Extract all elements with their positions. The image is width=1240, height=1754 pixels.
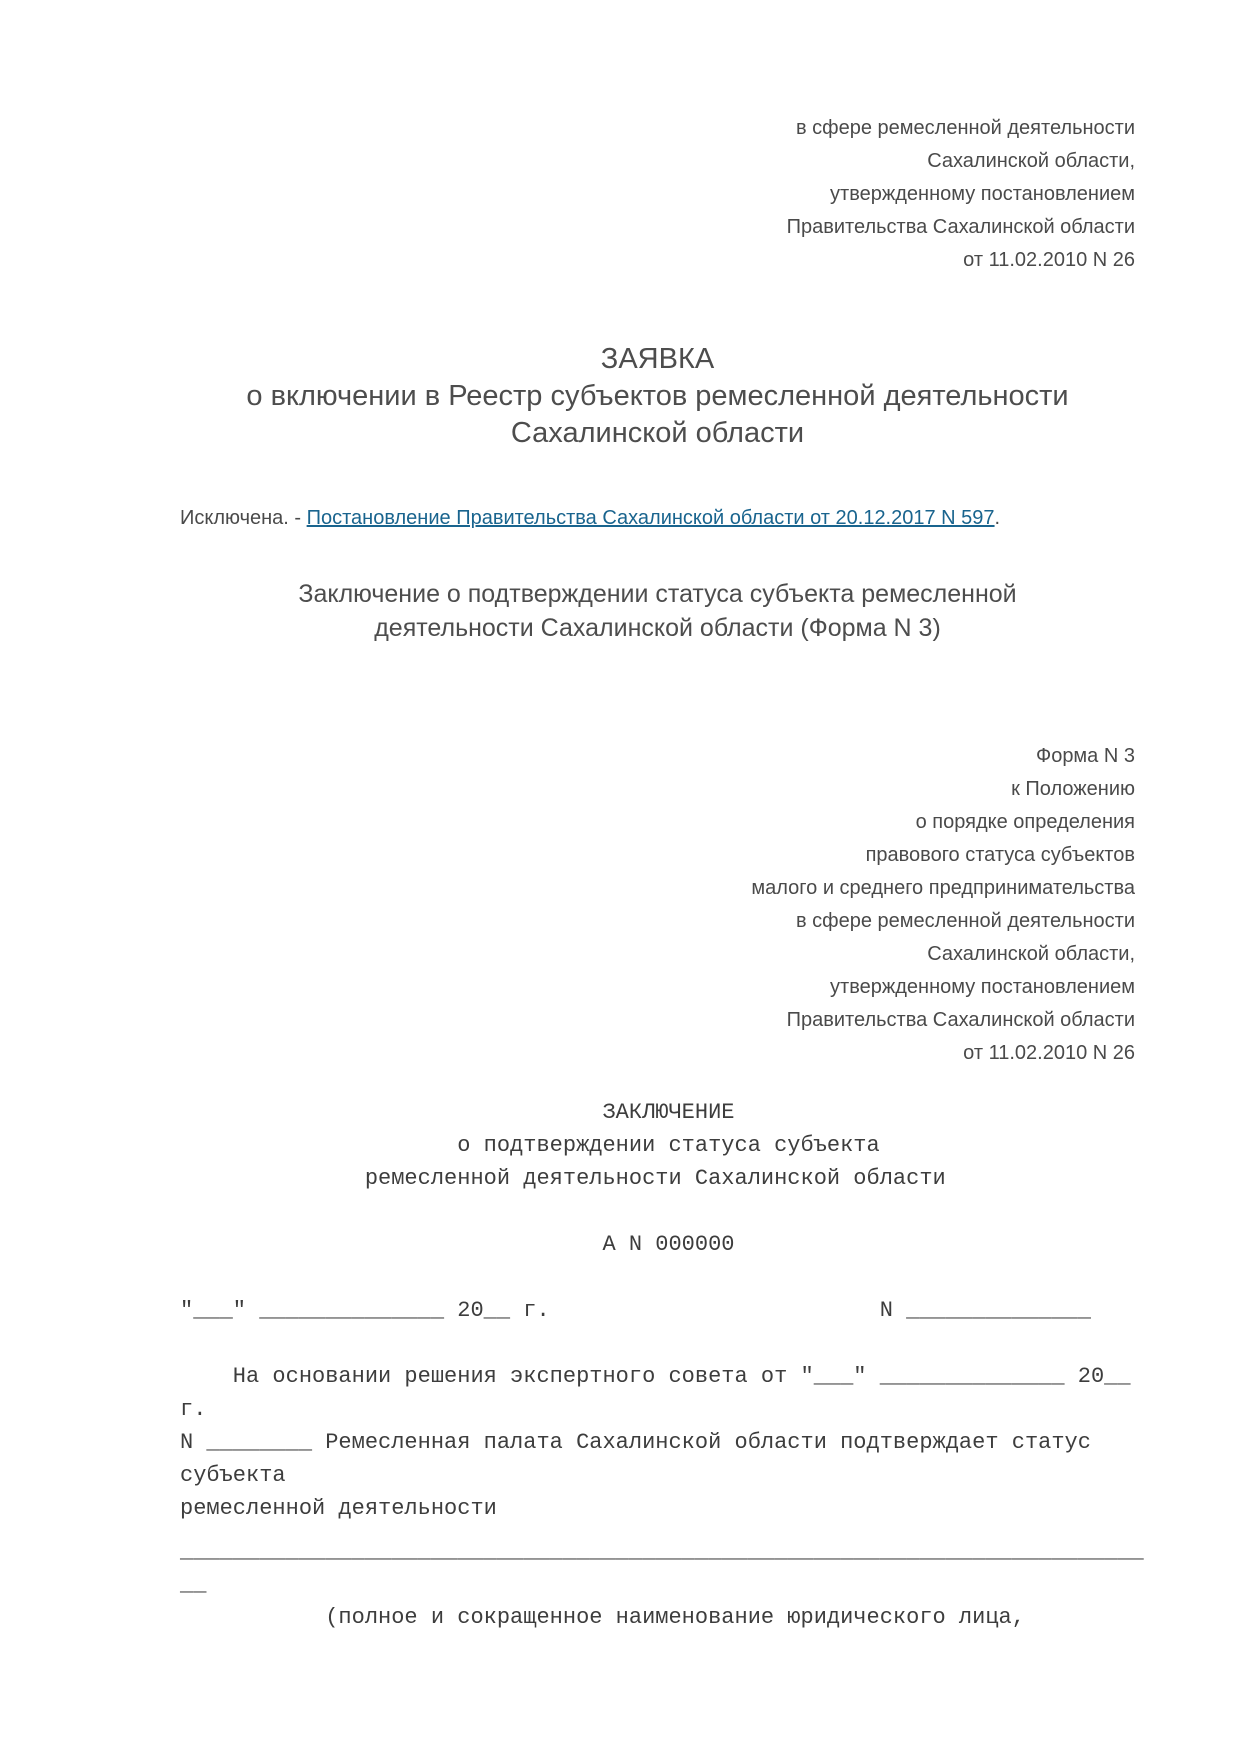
text-line: ремесленной деятельности bbox=[180, 1496, 497, 1521]
text-line: (полное и сокращенное наименование юридического лица, bbox=[180, 1605, 1025, 1630]
text-line: г. bbox=[180, 1397, 207, 1422]
text-line: к Положению bbox=[1011, 778, 1135, 800]
text-line: о включении в Реестр субъектов ремесленной деятельности bbox=[246, 380, 1069, 412]
text-line: в сфере ремесленной деятельности bbox=[795, 910, 1135, 932]
text-line: Сахалинской области, bbox=[927, 943, 1135, 965]
excluded-note bbox=[180, 502, 1135, 535]
text-line: от 11.02.2010 N 26 bbox=[963, 1042, 1135, 1064]
text-line bbox=[180, 1195, 1135, 1228]
text-line: А N 000000 bbox=[180, 1232, 735, 1257]
text-line: в сфере ремесленной деятельности bbox=[795, 117, 1135, 139]
excluded-note-suffix: . bbox=[994, 507, 1001, 529]
text-line: утвержденному постановлением bbox=[830, 183, 1135, 205]
conclusion-heading bbox=[180, 577, 1135, 645]
text-line: от 11.02.2010 N 26 bbox=[963, 249, 1135, 271]
resolution-link[interactable]: Постановление Правительства Сахалинской области от 20.12.2017 N 597 bbox=[306, 507, 995, 529]
text-line: ЗАЯВКА bbox=[600, 343, 715, 375]
text-line: ЗАКЛЮЧЕНИЕ bbox=[180, 1100, 735, 1125]
document-title bbox=[180, 341, 1135, 452]
text-line: На основании решения экспертного совета от "___" ______________ 20__ bbox=[180, 1364, 1131, 1389]
text-line: Форма N 3 bbox=[1035, 745, 1135, 767]
text-line: малого и среднего предпринимательства bbox=[751, 877, 1135, 899]
text-line: Сахалинской области, bbox=[927, 150, 1135, 172]
text-line: Сахалинской области bbox=[510, 417, 805, 449]
text-line: субъекта bbox=[180, 1463, 286, 1488]
text-line: о подтверждении статуса субъекта bbox=[180, 1133, 880, 1158]
text-line: Правительства Сахалинской области bbox=[786, 216, 1135, 238]
form-reference bbox=[180, 740, 1135, 1070]
text-line: деятельности Сахалинской области (Форма N 3) bbox=[374, 614, 941, 642]
appendix-reference-top bbox=[180, 112, 1135, 277]
text-line: ремесленной деятельности Сахалинской области bbox=[180, 1166, 946, 1191]
text-line bbox=[180, 1261, 1135, 1294]
excluded-note-prefix: Исключена. - bbox=[180, 507, 307, 529]
text-line bbox=[180, 1327, 1135, 1360]
text-line: __ bbox=[180, 1572, 207, 1597]
text-line: Заключение о подтверждении статуса субъекта ремесленной bbox=[298, 580, 1017, 608]
text-line: _________________________________________________________________________ bbox=[180, 1539, 1144, 1564]
text-line: о порядке определения bbox=[915, 811, 1135, 833]
text-line: утвержденному постановлением bbox=[830, 976, 1135, 998]
text-line: N ________ Ремесленная палата Сахалинской области подтверждает статус bbox=[180, 1430, 1091, 1455]
text-line: "___" ______________ 20__ г. N ______________ bbox=[180, 1298, 1091, 1323]
conclusion-form bbox=[180, 1096, 1144, 1634]
text-line: Правительства Сахалинской области bbox=[786, 1009, 1135, 1031]
document-content bbox=[0, 112, 1240, 1634]
text-line: правового статуса субъектов bbox=[865, 844, 1135, 866]
